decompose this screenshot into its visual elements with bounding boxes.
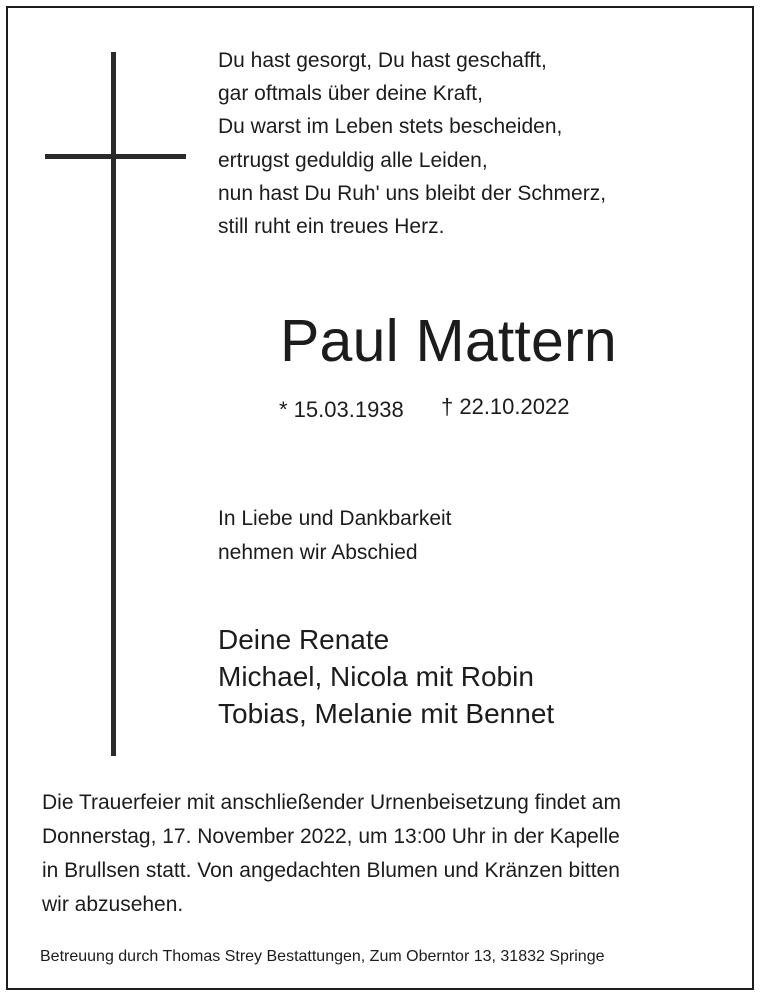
funeral-home-credit: Betreuung durch Thomas Strey Bestattungen, Zum Oberntor 13, 31832 Springe xyxy=(40,948,605,965)
poem-line: nun hast Du Ruh' uns bleibt der Schmerz, xyxy=(218,181,607,205)
farewell-text xyxy=(218,502,452,569)
death-date: † 22.10.2022 xyxy=(441,394,570,419)
poem-line: still ruht ein treues Herz. xyxy=(218,215,445,239)
deceased-name: Paul Mattern xyxy=(280,308,617,374)
notice-line: Die Trauerfeier mit anschließender Urnenbeisetzung findet am xyxy=(42,791,621,814)
farewell-line: In Liebe und Dankbarkeit xyxy=(218,507,452,530)
funeral-notice xyxy=(42,786,621,922)
birth-date: * 15.03.1938 xyxy=(279,397,404,422)
poem-line: gar oftmals über deine Kraft, xyxy=(218,82,483,106)
poem-line: ertrugst geduldig alle Leiden, xyxy=(218,148,488,172)
poem-line: Du warst im Leben stets bescheiden, xyxy=(218,115,563,139)
cross-horizontal-bar xyxy=(45,154,186,159)
mourner-entry: Deine Renate xyxy=(218,624,390,655)
notice-line: in Brullsen statt. Von angedachten Blumen und Kränzen bitten xyxy=(42,859,620,882)
mourner-entry: Tobias, Melanie mit Bennet xyxy=(218,698,555,729)
memorial-poem xyxy=(218,44,606,243)
mourners-list xyxy=(218,621,554,732)
notice-line: Donnerstag, 17. November 2022, um 13:00 Uhr in der Kapelle xyxy=(42,825,620,848)
poem-line: Du hast gesorgt, Du hast geschafft, xyxy=(218,49,547,72)
notice-line: wir abzusehen. xyxy=(42,893,184,916)
farewell-line: nehmen wir Abschied xyxy=(218,540,418,564)
mourner-entry: Michael, Nicola mit Robin xyxy=(218,661,534,692)
